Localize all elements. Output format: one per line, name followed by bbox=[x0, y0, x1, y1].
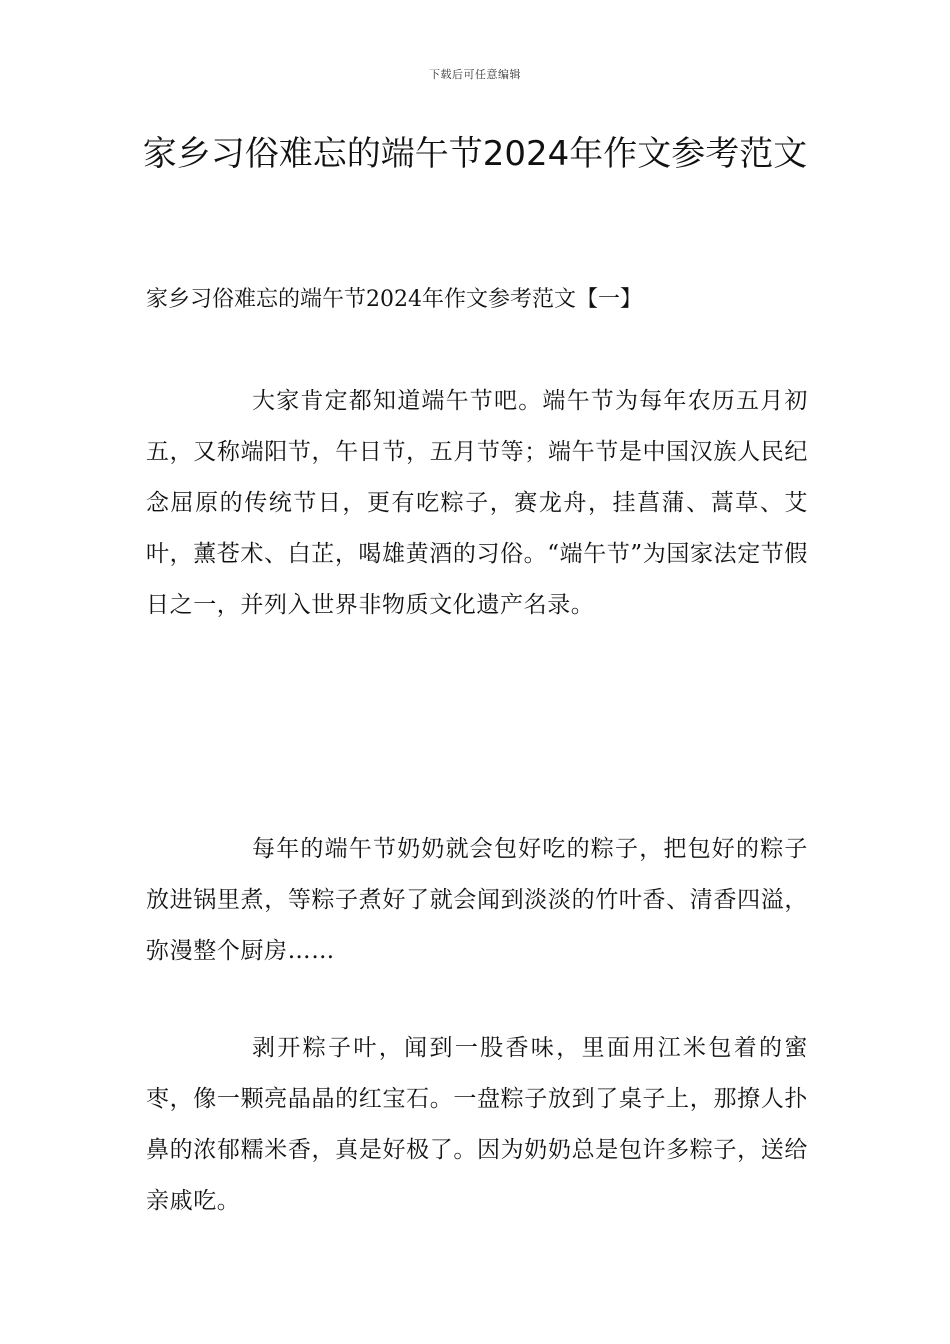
paragraph-2: 每年的端午节奶奶就会包好吃的粽子，把包好的粽子放进锅里煮，等粽子煮好了就会闻到淡淡的竹叶香、清香四溢，弥漫整个厨房…… bbox=[146, 836, 808, 964]
paragraph-3: 剥开粽子叶，闻到一股香味，里面用江米包着的蜜枣，像一颗亮晶晶的红宝石。一盘粽子放到了桌子上，那撩人扑鼻的浓郁糯米香，真是好极了。因为奶奶总是包许多粽子，送给亲戚吃。 bbox=[146, 1035, 808, 1214]
document-title: 家乡习俗难忘的端午节2024年作文参考范文 bbox=[142, 134, 808, 174]
paragraph-1: 大家肯定都知道端午节吧。端午节为每年农历五月初五，又称端阳节，午日节，五月节等；端午节是中国汉族人民纪念屈原的传统节日，更有吃粽子，赛龙舟，挂菖蒲、蒿草、艾叶，薰苍术、白芷，喝雄黄酒的习俗。“端午节”为国家法定节假日之一，并列入世界非物质文化遗产名录。 bbox=[146, 388, 808, 618]
header-note: 下载后可任意编辑 bbox=[429, 68, 521, 81]
section-heading: 家乡习俗难忘的端午节2024年作文参考范文【一】 bbox=[146, 287, 642, 312]
